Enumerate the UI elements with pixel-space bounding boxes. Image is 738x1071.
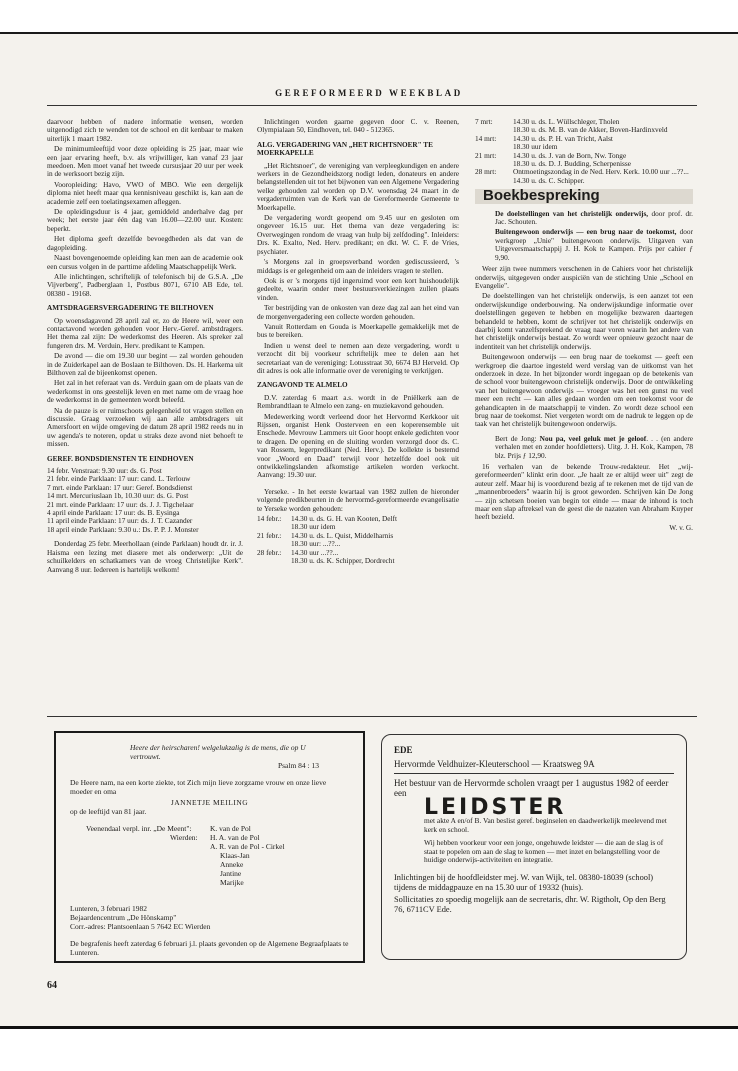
table-row bbox=[475, 168, 693, 185]
job-title: LEIDSTER bbox=[424, 795, 567, 820]
schedule-line: 18.30 u. ds. K. Schipper, Dordrecht bbox=[291, 556, 395, 566]
schedule-line: 18.30 uur idem bbox=[291, 522, 336, 532]
table-row bbox=[475, 135, 693, 152]
family-member: A. R. van de Pol - Cirkel bbox=[210, 842, 285, 851]
family-place: Wierden: bbox=[170, 833, 198, 842]
header-rule bbox=[47, 105, 697, 106]
deceased-age: op de leeftijd van 81 jaar. bbox=[70, 807, 147, 816]
list-item: 7 mrt. einde Parklaan: 17 uur: Geref. Bondsdienst bbox=[47, 482, 193, 492]
schedule-line: 18.30 uur: ...??... bbox=[291, 539, 341, 549]
schedule-date: 14 febr.: bbox=[257, 514, 282, 524]
book-title: Nou pa, veel geluk met je geloof bbox=[539, 433, 647, 443]
job-preference: Wij hebben voorkeur voor een jonge, ongehuwde leidster — die aan de slag is of staat te popelen om aan de slag te komen — met inzet en belangstelling voor de huidige onderwijs-activiteiten en integratie. bbox=[424, 838, 664, 865]
book-details: . . . (en andere verhalen met en zonder hoofdletters). Uitg. J. H. Kok, Kampen, 78 blz. Prijs ƒ 12,90. bbox=[495, 433, 693, 460]
table-row bbox=[257, 549, 459, 566]
column-3 bbox=[475, 118, 693, 532]
obituary-address: Corr.-adres: Plantsoenlaan 5 7642 EC Wierden bbox=[70, 922, 211, 931]
school-name: Hervormde Veldhuizer-Kleuterschool — Kraatsweg 9A bbox=[394, 759, 595, 769]
column-1 bbox=[47, 118, 243, 576]
table-row bbox=[257, 515, 459, 532]
family-member: Klaas-Jan bbox=[220, 851, 250, 860]
funeral-text: De begrafenis heeft zaterdag 6 februari j.l. plaats gevonden op de Algemene Begraafplaats te Lunteren. bbox=[70, 939, 349, 957]
ad-place: EDE bbox=[394, 745, 413, 755]
schedule-date: 28 mrt: bbox=[475, 167, 497, 177]
table-row bbox=[257, 532, 459, 549]
paragraph: Het diploma geeft dezelfde bevoegdheden als dat van de dagopleiding. bbox=[47, 234, 243, 252]
deceased-name: JANNETJE MEILING bbox=[170, 798, 249, 807]
paragraph: Donderdag 25 febr. Meerhollaan (einde Parklaan) houdt dr. ir. J. Haisma een lezing met diasere met als onderwerp: „Uit de schuilkelders en schatkamers van de vroeg Christelijke Kerk". Aanvang 8 uur. Iedereen is hartelijk welkom! bbox=[47, 539, 243, 574]
book-details: door werkgroep „Unie" buitengewoon onderwijs. Uitgaven van Uitgeversmaatschappij J. H. Kok te Kampen. Prijs per cahier ƒ 9,90. bbox=[495, 227, 694, 262]
footer-rule bbox=[47, 716, 697, 717]
review-header bbox=[475, 435, 693, 460]
job-advertisement bbox=[381, 734, 687, 960]
column-2 bbox=[257, 118, 459, 566]
sermon-schedule-continued bbox=[475, 118, 693, 185]
schedule-line: 18.30 u. ds. M. B. van de Akker, Boven-Hardinxveld bbox=[513, 125, 668, 135]
list-item: 21 mrt. einde Parklaan: 17 uur: ds. J. J. Tigchelaar bbox=[47, 499, 194, 509]
schedule-date: 21 mrt: bbox=[475, 150, 497, 160]
scan-top-border bbox=[0, 0, 738, 34]
paragraph: De avond — die om 19.30 uur begint — zal worden gehouden in de Zuiderkapel aan de Boslaan te Bilthoven. Ds. H. Harkema uit Bilthoven zal de bijeenkomst openen. bbox=[47, 351, 243, 377]
family-list bbox=[70, 824, 349, 894]
book-author: Bert de Jong: bbox=[495, 433, 537, 443]
obituary-address: Bejaardencentrum „De Hönskamp" bbox=[70, 913, 177, 922]
book-details: door prof. dr. Jac. Schouten. bbox=[495, 208, 693, 227]
paragraph: daarvoor hebben of nadere informatie wensen, worden uitgenodigd zich te wenden tot de school en dit kenbaar te maken uiterlijk 1 maart 1982. bbox=[47, 117, 243, 143]
family-member: H. A. van de Pol bbox=[210, 833, 260, 842]
obituary-notice bbox=[54, 731, 365, 963]
section-heading: ZANGAVOND TE ALMELO bbox=[257, 381, 348, 390]
section-heading: GEREF. BONDSDIENSTEN TE EINDHOVEN bbox=[47, 454, 194, 463]
paragraph: Weer zijn twee nummers verschenen in de Cahiers voor het christelijk onderwijs, uitgegeven onder auspiciën van de stichting Unie „School en Evangelie". bbox=[475, 264, 693, 290]
schedule-line: Ontmoetingszondag in de Ned. Herv. Kerk. 10.00 uur ...??... bbox=[513, 167, 689, 177]
schedule-date: 14 mrt: bbox=[475, 133, 497, 143]
family-member: K. van de Pol bbox=[210, 824, 251, 833]
paragraph: Alle inlichtingen, schriftelijk of telefonisch bij de G.S.A. „De Vijverberg", Padberglaan 1, Postbus 8071, 6710 AB Ede, tel. 08380 - 19168. bbox=[47, 271, 243, 298]
schedule-line: 14.30 u. ds. L. Quist, Middelharnis bbox=[291, 530, 394, 540]
table-row bbox=[475, 118, 693, 135]
paragraph: Na de pauze is er ruimschoots gelegenheid tot vragen stellen en discussie. Graag verzoeken wij aan alle ambtsdragers uit Amersfoort en wijde omgeving de datum 28 april 1982 reeds nu in uw agenda's te noteren, opdat u straks deze avond niet behoeft te missen. bbox=[47, 405, 243, 449]
schedule-line: 18.30 uur idem bbox=[513, 142, 558, 152]
job-apply: Sollicitaties zo spoedig mogelijk aan de secretaris, dhr. W. Rigtholt, Op den Berg 76, 6711CV Ede. bbox=[394, 894, 666, 914]
paragraph: D.V. zaterdag 6 maart a.s. wordt in de Pniëlkerk aan de Rembrandtlaan te Almelo een zang- en muziekavond gehouden. bbox=[257, 392, 459, 411]
family-member: Anneke bbox=[220, 860, 244, 869]
paragraph: Vanuit Rotterdam en Gouda is Moerkapelle gemakkelijk met de bus te bereiken. bbox=[257, 321, 459, 340]
schedule-date: 28 febr.: bbox=[257, 547, 282, 557]
review-header bbox=[475, 210, 693, 262]
review-signature: W. v. G. bbox=[669, 522, 693, 532]
family-names bbox=[210, 824, 285, 887]
paragraph: 16 verhalen van de bekende Trouw-redakteur. Het „wij-gereformeerden" klinkt erin door. „Je haalt ze er altijd weer uit" zegt de auteur zelf. Maar hij is voordurend bezig af te rekenen met de tijd van de „mannenbroeders" waarin hij is groot geworden. Schrijven kán De Jong — zijn schetsen boeien van begin tot einde — maar de inhoud is toch maar een slap aftreksel van de geest die de nazaten van Abraham Kuyper heeft bezield. bbox=[475, 462, 693, 522]
job-info: Inlichtingen bij de hoofdleidster mej. W. van Wijk, tel. 08380-18039 (school) tijdens de middagpauze en na 15.30 uur of 19332 (huis). bbox=[394, 872, 654, 892]
page-number: 64 bbox=[47, 980, 57, 991]
section-heading: AMTSDRAGERSVERGADERING TE BILTHOVEN bbox=[47, 304, 214, 313]
book-title: De doelstellingen van het christelijk onderwijs, bbox=[495, 208, 649, 218]
paragraph: Medewerking wordt verleend door het Hervormd Kerkkoor uit Rijssen, organist Henk Oosterveen en een koperensemble uit Enschede. Mevrouw Lammers uit Goor hoopt enkele gedichten voor te dragen. De opening en de sluiting worden verzorgd door ds. C. van Rossem, legerpredikant (Ned. Herv.). De kollekte is bestemd voor „Woord en Daad" terwijl voor hetzelfde doel ook uit ontwikkelingslanden afkomstige artikelen worden verkocht. Aanvang: 19.30 uur. bbox=[257, 411, 459, 480]
paragraph: Ter bestrijding van de onkosten van deze dag zal aan het eind van de morgenvergadering een collecte worden gehouden. bbox=[257, 303, 459, 321]
schedule-date: 7 mrt: bbox=[475, 117, 493, 126]
paragraph: Vooropleiding: Havo, VWO of MBO. Wie een dergelijk diploma niet heeft maar qua kennisniveau geschikt is, kan aan de academie zelf een toelatingsexamen afleggen. bbox=[47, 179, 243, 206]
paragraph: De vergadering wordt geopend om 9.45 uur en gesloten om ongeveer 16.15 uur. Het thema van deze vergadering is: Overwegingen rondom de vraag van hulp bij zelfdoding". Inleiders: Drs. K. Exalto, Ned. Herv. predikant; en dkt. W. C. F. de Vries, psychiater. bbox=[257, 213, 459, 256]
obituary-verse: Heere der heirscharen! welgelukzalig is de mens, die op U vertrouwt. bbox=[130, 743, 306, 761]
paragraph: Op woensdagavond 28 april zal er, zo de Heere wil, weer een contactavond worden gehouden voor Herv.-Geref. ambstdragers. Het thema zal zijn: De wederkomst des Heeren. Als spreker zal fungeren drs. M. Verduin, Herv. predikant te Kampen. bbox=[47, 315, 243, 350]
schedule-line: 14.30 u. ds. L. Wüllschleger, Tholen bbox=[513, 117, 620, 126]
list-item: 18 april einde Parklaan: 9.30 u.: Ds. P. P. J. Monster bbox=[47, 524, 199, 534]
family-member: Jantine bbox=[220, 869, 242, 878]
table-row bbox=[475, 152, 693, 169]
obituary-text: De Heere nam, na een korte ziekte, tot Zich mijn lieve zorgzame vrouw en onze lieve moeder en oma bbox=[70, 778, 327, 796]
sermon-schedule bbox=[257, 515, 459, 565]
schedule-line: 14.30 u. ds. J. van de Born, Nw. Tonge bbox=[513, 150, 627, 160]
family-member: Marijke bbox=[220, 878, 244, 887]
job-requirements: met akte A en/of B. Van beslist geref. beginselen en daadwerkelijk meelevend met kerk en school. bbox=[424, 816, 667, 834]
paragraph: De opleidingsduur is 4 jaar, gemiddeld anderhalve dag per week; het eerste jaar één dag van 16.00—22.00 uur. Kosten: beperkt. bbox=[47, 207, 243, 233]
book-title: Buitengewoon onderwijs — een brug naar de toekomst, bbox=[495, 227, 677, 237]
list-item: 11 april einde Parklaan: 17 uur: ds. J. T. Cazander bbox=[47, 516, 193, 526]
schedule-line: 18.30 u. ds. D. J. Budding, Scherpenisse bbox=[513, 159, 631, 169]
obituary-verse-ref: Psalm 84 : 13 bbox=[277, 761, 319, 770]
paragraph: 's Morgens zal in groepsverband worden gediscussieerd, 's middags is er gelegenheid om aan de inleiders vragen te stellen. bbox=[257, 257, 459, 275]
paragraph: Yerseke. - In het eerste kwartaal van 1982 zullen de hieronder volgende predikbeurten in de hervormd-gereformeerde evangelisatie te Yerseke worden gehouden: bbox=[257, 486, 459, 513]
list-item: 21 febr. einde Parklaan: 17 uur: cand. L. Terlouw bbox=[47, 474, 191, 484]
list-item: 4 april einde Parklaan: 17 uur: ds. B. Eysinga bbox=[47, 508, 180, 518]
obituary-date: Lunteren, 3 februari 1982 bbox=[70, 904, 148, 913]
schedule-date: 21 febr.: bbox=[257, 530, 282, 540]
service-list bbox=[47, 467, 243, 534]
schedule-line: 14.30 u. ds. C. Schipper. bbox=[513, 175, 585, 185]
schedule-line: 14.30 uur ...??... bbox=[291, 547, 339, 557]
section-heading: ALG. VERGADERING VAN „HET RICHTSNOER" TE MOERKAPELLE bbox=[257, 140, 433, 158]
paragraph: De minimumleeftijd voor deze opleiding is 25 jaar, maar wie een jaar ervaring heeft, b.v. als vrijwilliger, kan vanaf 23 jaar meedoen. Men moet vanaf het tweede cursusjaar 20 uur per week in de werksoort bezig zijn. bbox=[47, 144, 243, 179]
list-item: 14 mrt. Mercuriuslaan 1b, 10.30 uur: ds. G. Post bbox=[47, 491, 189, 501]
paragraph: Buitengewoon onderwijs — een brug naar de toekomst — geeft een werkgroep die daartoe ingesteld werd verslag van de uitkomst van het onderzoek in deze. In het bijzonder wordt ingegaan op de betekenis van de school voor buitengewoon christelijk onderwijs. Door de ontwikkeling van het buitengewoon onderwijs — vroeger was het een gunst nu veel meer een recht — kan alles gedaan worden om een toekomst voor de gehandicapten in de maatschappij te vinden. Zo wordt deze school een brug naar de toekomst. Niet vergeten wordt om de nadruk te leggen op de taak van het christelijk buitengewoon onderwijs. bbox=[475, 352, 693, 429]
paragraph: Het zal in het referaat van ds. Verduin gaan om de plaats van de wederkomst in ons geestelijk leven en met name om de vraag hoe de wederkomst in de gemeenten wordt beleefd. bbox=[47, 378, 243, 405]
family-place: Veenendaal verpl. inr. „De Meent": bbox=[86, 824, 192, 833]
paragraph: Ook is er 's morgens tijd ingeruimd voor een kort huishoudelijk gedeelte, waarin onder meer bestuursverkiezingen zullen plaats vinden. bbox=[257, 275, 459, 302]
ad-divider bbox=[394, 773, 674, 774]
list-item: 14 febr. Venstraat: 9.30 uur: ds. G. Post bbox=[47, 466, 162, 476]
book-review-heading: Boekbespreking bbox=[475, 189, 693, 203]
paragraph: Naast bovengenoemde opleiding kan men aan de academie ook een cursus volgen in de parttime afdeling Maatschappelijk Werk. bbox=[47, 253, 243, 271]
page-header: GEREFORMEERD WEEKBLAD bbox=[275, 88, 463, 98]
schedule-line: 14.30 u. ds. G. H. van Kooten, Delft bbox=[291, 514, 397, 524]
paragraph: Inlichtingen worden gaarne gegeven door C. v. Reenen, Olympialaan 50, Eindhoven, tel. 040 - 512365. bbox=[257, 117, 459, 135]
paragraph: De doelstellingen van het christelijk onderwijs, is een aanzet tot een onderwijskundige onderbouwing. Na onderwijskundige informatie over doelstellingen gegeven te hebben en mogelijke bezwaren daartegen behandeld te hebben, komt de schrijver tot het christelijk onderwijs en daarbij komt vanzelfsprekend de vraag naar voren waarin het andere van het christelijk onderwijs bestaat. Zo wordt weer opnieuw gezocht naar de indentiteit van het christelijk onderwijs. bbox=[475, 291, 693, 351]
scan-bottom-border bbox=[0, 1026, 738, 1071]
ad-intro: Het bestuur van de Hervormde scholen vraagt per 1 augustus 1982 of eerder een bbox=[394, 778, 669, 798]
schedule-line: 14.30 u. ds. P. H. van Tricht, Aalst bbox=[513, 133, 613, 143]
paragraph: „Het Richtsnoer", de vereniging van verpleegkundigen en andere werkers in de Gezondheidszorg nodigt leden, donateurs en andere belangstellenden uit tot het bijwonen van een Algemene Vergadering welke gehouden zal worden op D.V. woensdag 24 maart in de vergaderruimten van de Kerk van de Gereformeerde Gemeente te Moerkapelle. bbox=[257, 160, 459, 212]
paragraph: Indien u wenst deel te nemen aan deze vergadering, wordt u verzocht dit bij voorkeur schriftelijk mee te delen aan het secretariaat van de vereniging: Lotusstraat 30, 6674 BJ Herveld. Op dit adres is ook alle informatie over de vereniging te verkrijgen. bbox=[257, 340, 459, 375]
